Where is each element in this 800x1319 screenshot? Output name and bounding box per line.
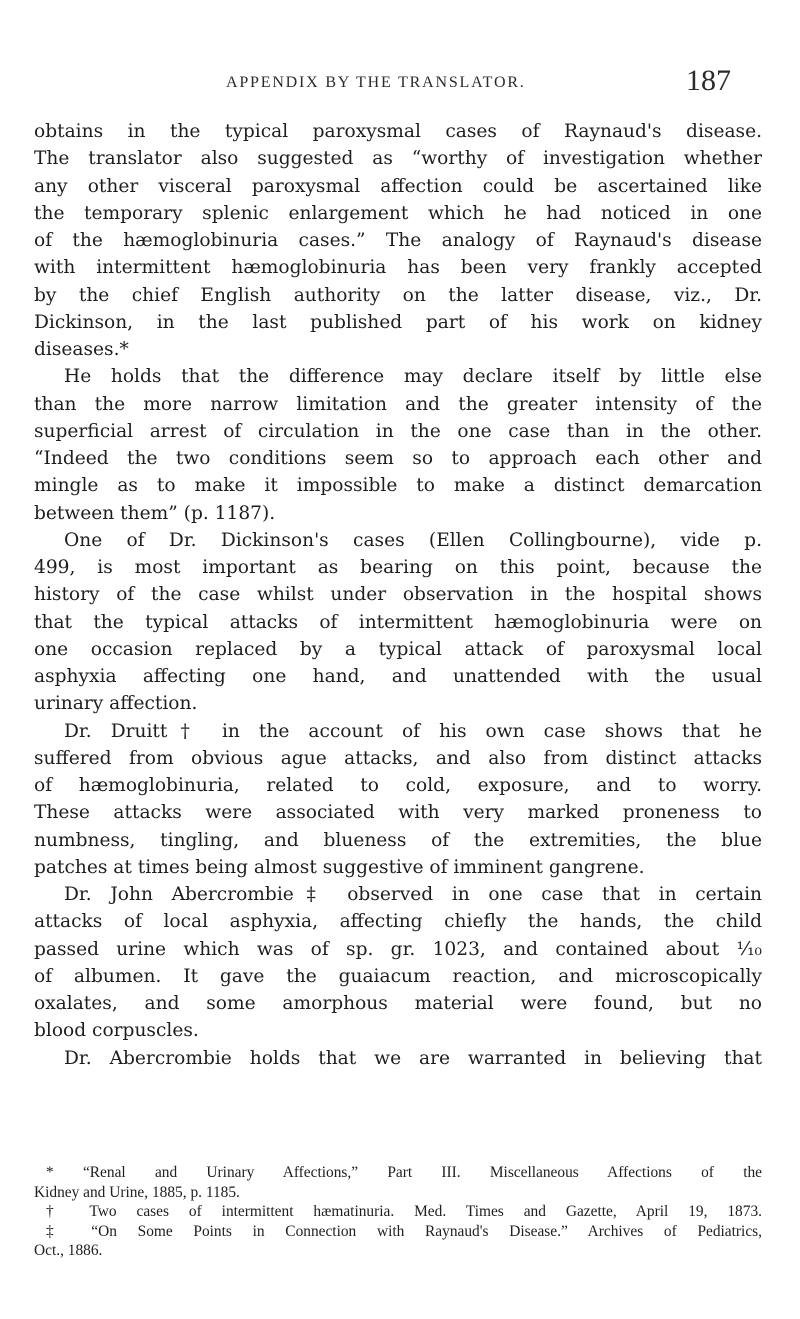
- body-text: [34, 118, 762, 1072]
- page-number: 187: [686, 64, 731, 97]
- footnote-line: Oct., 1886.: [34, 1242, 103, 1260]
- text-line: blood corpuscles.: [34, 1020, 199, 1042]
- text-line: obtains in the typical paroxysmal cases of Raynaud's disease.: [34, 121, 762, 142]
- footnote-line: ‡ “On Some Points in Connection with Raynaud's Disease.” Archives of Pediatrics,: [46, 1222, 762, 1240]
- text-line: Dr. John Abercrombie‡ observed in one case that in certain: [64, 884, 762, 905]
- text-line: of hæmoglobinuria, related to cold, exposure, and to worry.: [34, 775, 762, 796]
- text-line: These attacks were associated with very marked proneness to: [34, 802, 762, 824]
- running-head: APPENDIX BY THE TRANSLATOR.: [226, 74, 526, 91]
- page-header: [0, 64, 800, 104]
- text-line: Dickinson, in the last published part of his work on kidney: [34, 311, 762, 333]
- text-line: oxalates, and some amorphous material were found, but no: [34, 993, 762, 1014]
- text-line: suffered from obvious ague attacks, and also from distinct attacks: [34, 747, 762, 769]
- text-line: He holds that the difference may declare itself by little else: [64, 366, 762, 388]
- text-line: 499, is most important as bearing on this point, because the: [34, 557, 762, 578]
- text-line: passed urine which was of sp. gr. 1023, and contained about ¹⁄₁₀: [34, 938, 762, 960]
- text-line: urinary affection.: [34, 693, 198, 715]
- text-line: of the hæmoglobinuria cases.” The analogy of Raynaud's disease: [34, 230, 762, 251]
- footnotes: [34, 1163, 762, 1261]
- text-line: The translator also suggested as “worthy of investigation whether: [34, 148, 762, 170]
- text-line: diseases.*: [34, 339, 129, 360]
- footnote-line: * “Renal and Urinary Affections,” Part III. Miscellaneous Affections of the: [46, 1164, 762, 1181]
- text-line: numbness, tingling, and blueness of the extremities, the blue: [34, 829, 762, 851]
- footnote-line: Kidney and Urine, 1885, p. 1185.: [34, 1183, 240, 1201]
- text-line: any other visceral paroxysmal affection could be ascertained like: [34, 175, 762, 197]
- footnote-line: † Two cases of intermittent hæmatinuria. Med. Times and Gazette, April 19, 1873.: [46, 1203, 762, 1221]
- text-line: one occasion replaced by a typical attack of paroxysmal local: [34, 638, 762, 660]
- text-line: history of the case whilst under observation in the hospital shows: [34, 584, 762, 606]
- text-line: than the more narrow limitation and the greater intensity of the: [34, 393, 762, 415]
- text-line: attacks of local asphyxia, affecting chiefly the hands, the child: [34, 911, 762, 933]
- text-line: of albumen. It gave the guaiacum reaction, and microscopically: [34, 965, 762, 987]
- text-line: “Indeed the two conditions seem so to approach each other and: [34, 448, 762, 469]
- text-line: that the typical attacks of intermittent hæmoglobinuria were on: [34, 611, 762, 633]
- text-line: superficial arrest of circulation in the one case than in the other.: [34, 420, 762, 442]
- text-line: with intermittent hæmoglobinuria has been very frankly accepted: [34, 257, 762, 279]
- text-line: mingle as to make it impossible to make a distinct demarcation: [34, 475, 762, 497]
- text-line: patches at times being almost suggestive of imminent gangrene.: [34, 856, 645, 878]
- text-line: Dr. Abercrombie holds that we are warranted in believing that: [64, 1047, 762, 1069]
- text-line: One of Dr. Dickinson's cases (Ellen Collingbourne), vide p.: [64, 529, 762, 551]
- text-line: by the chief English authority on the latter disease, viz., Dr.: [34, 284, 762, 306]
- text-line: Dr. Druitt† in the account of his own case shows that he: [64, 720, 762, 742]
- text-line: the temporary splenic enlargement which he had noticed in one: [34, 202, 762, 224]
- text-line: asphyxia affecting one hand, and unattended with the usual: [34, 666, 762, 687]
- text-line: between them” (p. 1187).: [34, 502, 276, 524]
